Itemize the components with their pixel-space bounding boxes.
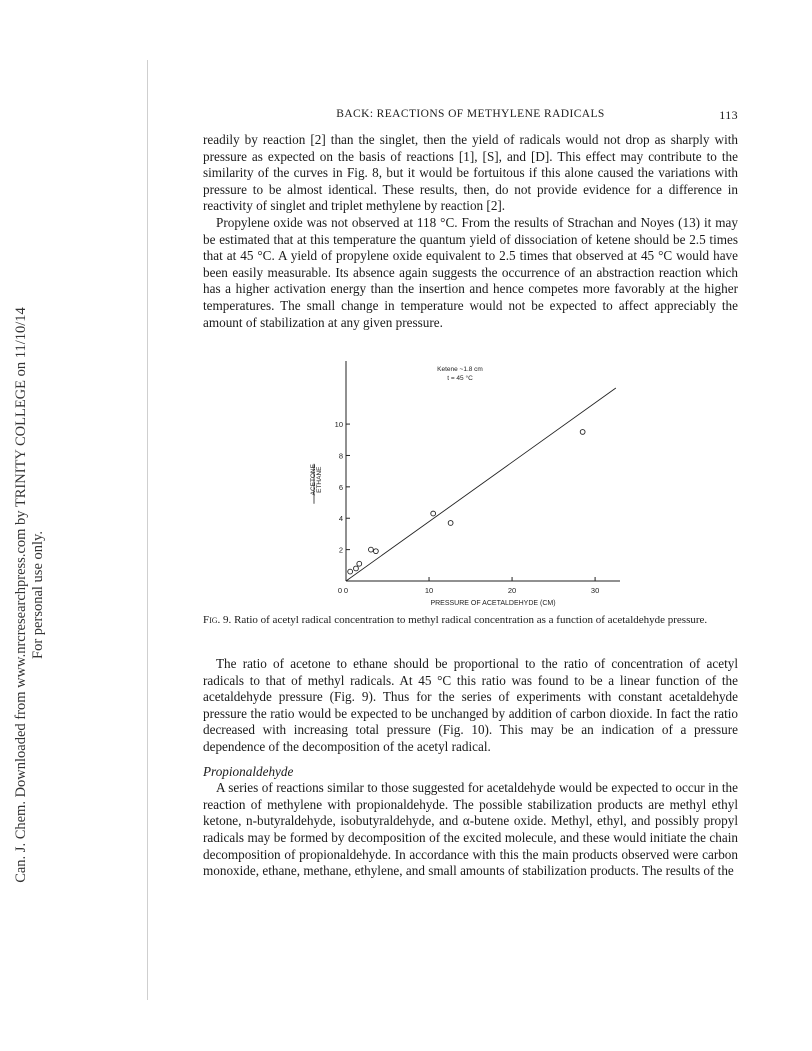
page-number: 113 — [719, 108, 738, 122]
watermark-line-1: Can. J. Chem. Downloaded from www.nrcresearchpress.com by TRINITY COLLEGE on 11/10/14 — [13, 307, 29, 883]
x-tick-label: 30 — [590, 586, 600, 595]
section-title-propionaldehyde: Propionaldehyde — [203, 763, 294, 779]
chart-marks — [346, 388, 616, 581]
data-point — [580, 430, 585, 435]
x-tick-label: 0 — [343, 586, 349, 595]
y-tick-label: 4 — [338, 514, 343, 524]
data-point — [448, 521, 453, 526]
margin-rule — [147, 60, 148, 1000]
y-tick-label: 8 — [338, 451, 343, 461]
y-tick-label: 10 — [334, 420, 343, 430]
download-watermark — [13, 307, 47, 883]
watermark-line-2: For personal use only. — [30, 531, 46, 659]
paragraph-2: Propylene oxide was not observed at 118 °C. From the results of Strachan and Noyes (13) it may be estimated that at this temperature the quantum yield of dissociation of ketene should be 2.5 times that at 45 °C. A yield of propylene oxide equivalent to 2.5 times that observed at 45 °C would have been easily measurable. Its absence again suggests the occurrence of an abstraction reaction which has a higher activation energy than the insertion and hence competes more favorably at the higher temperatures. The small change in temperature would not be expected to affect appreciably the amount of stabilization at any given pressure. — [203, 214, 738, 330]
body-text-top — [203, 132, 738, 331]
fit-line — [346, 388, 616, 581]
chart-annotation-line-1: Ketene ~1.8 cm — [437, 366, 483, 373]
caption-label: Fig. 9. — [203, 614, 232, 626]
figure-9-chart — [280, 355, 640, 610]
body-text-bottom — [203, 656, 738, 880]
y-axis-label-denominator: ETHANE — [316, 466, 323, 493]
data-point — [431, 511, 436, 516]
figure-9 — [280, 355, 640, 615]
figure-caption — [203, 614, 738, 628]
data-point — [354, 566, 359, 571]
x-tick-label: 20 — [507, 586, 517, 595]
paragraph-1: readily by reaction [2] than the singlet, then the yield of radicals would not drop as sharply with pressure as expected on the basis of reactions [1], [S], and [D]. This effect may contribute to the similarity of the curves in Fig. 8, but it would be fortuitous if this alone caused the variations with pressure to be almost identical. These results, then, do not provide evidence for a difference in reactivity of singlet and triplet methylene by reaction [2]. — [203, 132, 738, 214]
origin-label: 0 — [337, 586, 342, 595]
y-axis-label-numerator: ACETONE — [310, 464, 317, 496]
data-point — [373, 549, 378, 554]
y-tick-label: 6 — [338, 482, 343, 492]
y-tick-label: 2 — [338, 545, 343, 555]
chart-annotation-line-2: t = 45 °C — [447, 375, 473, 382]
paragraph-3: The ratio of acetone to ethane should be proportional to the ratio of concentration of acetyl radicals to that of methyl radicals. At 45 °C this ratio was found to be a linear function of the acetaldehyde pressure (Fig. 9). Thus for the series of experiments with constant acetaldehyde pressure the ratio would be expected to be unchanged by addition of carbon dioxide. In fact the ratio decreased with increasing total pressure (Fig. 10). This may be an indication of a pressure dependence of the decomposition of the acetyl radical. — [203, 656, 738, 754]
data-point — [369, 547, 374, 552]
x-tick-label: 10 — [424, 586, 434, 595]
running-title: BACK: REACTIONS OF METHYLENE RADICALS — [336, 108, 605, 120]
data-point — [348, 569, 353, 574]
data-point — [357, 561, 362, 566]
paragraph-4: A series of reactions similar to those suggested for acetaldehyde would be expected to occur in the reaction of methylene with propionaldehyde. The possible stabilization products are methyl ethyl ketone, n-butyraldehyde, isobutyraldehyde, and α-butene oxide. Methyl, ethyl, and possibly propyl radicals may be formed by decomposition of the excited molecule, and these would initiate the chain decomposition of propionaldehyde. In accordance with this the main products observed were carbon monoxide, ethane, methane, ethylene, and small amounts of stabilization products. The results of the — [203, 780, 738, 879]
caption-text: Ratio of acetyl radical concentration to methyl radical concentration as a function of acetaldehyde pressure. — [234, 614, 708, 626]
x-axis-label: PRESSURE OF ACETALDEHYDE (CM) — [430, 600, 556, 607]
